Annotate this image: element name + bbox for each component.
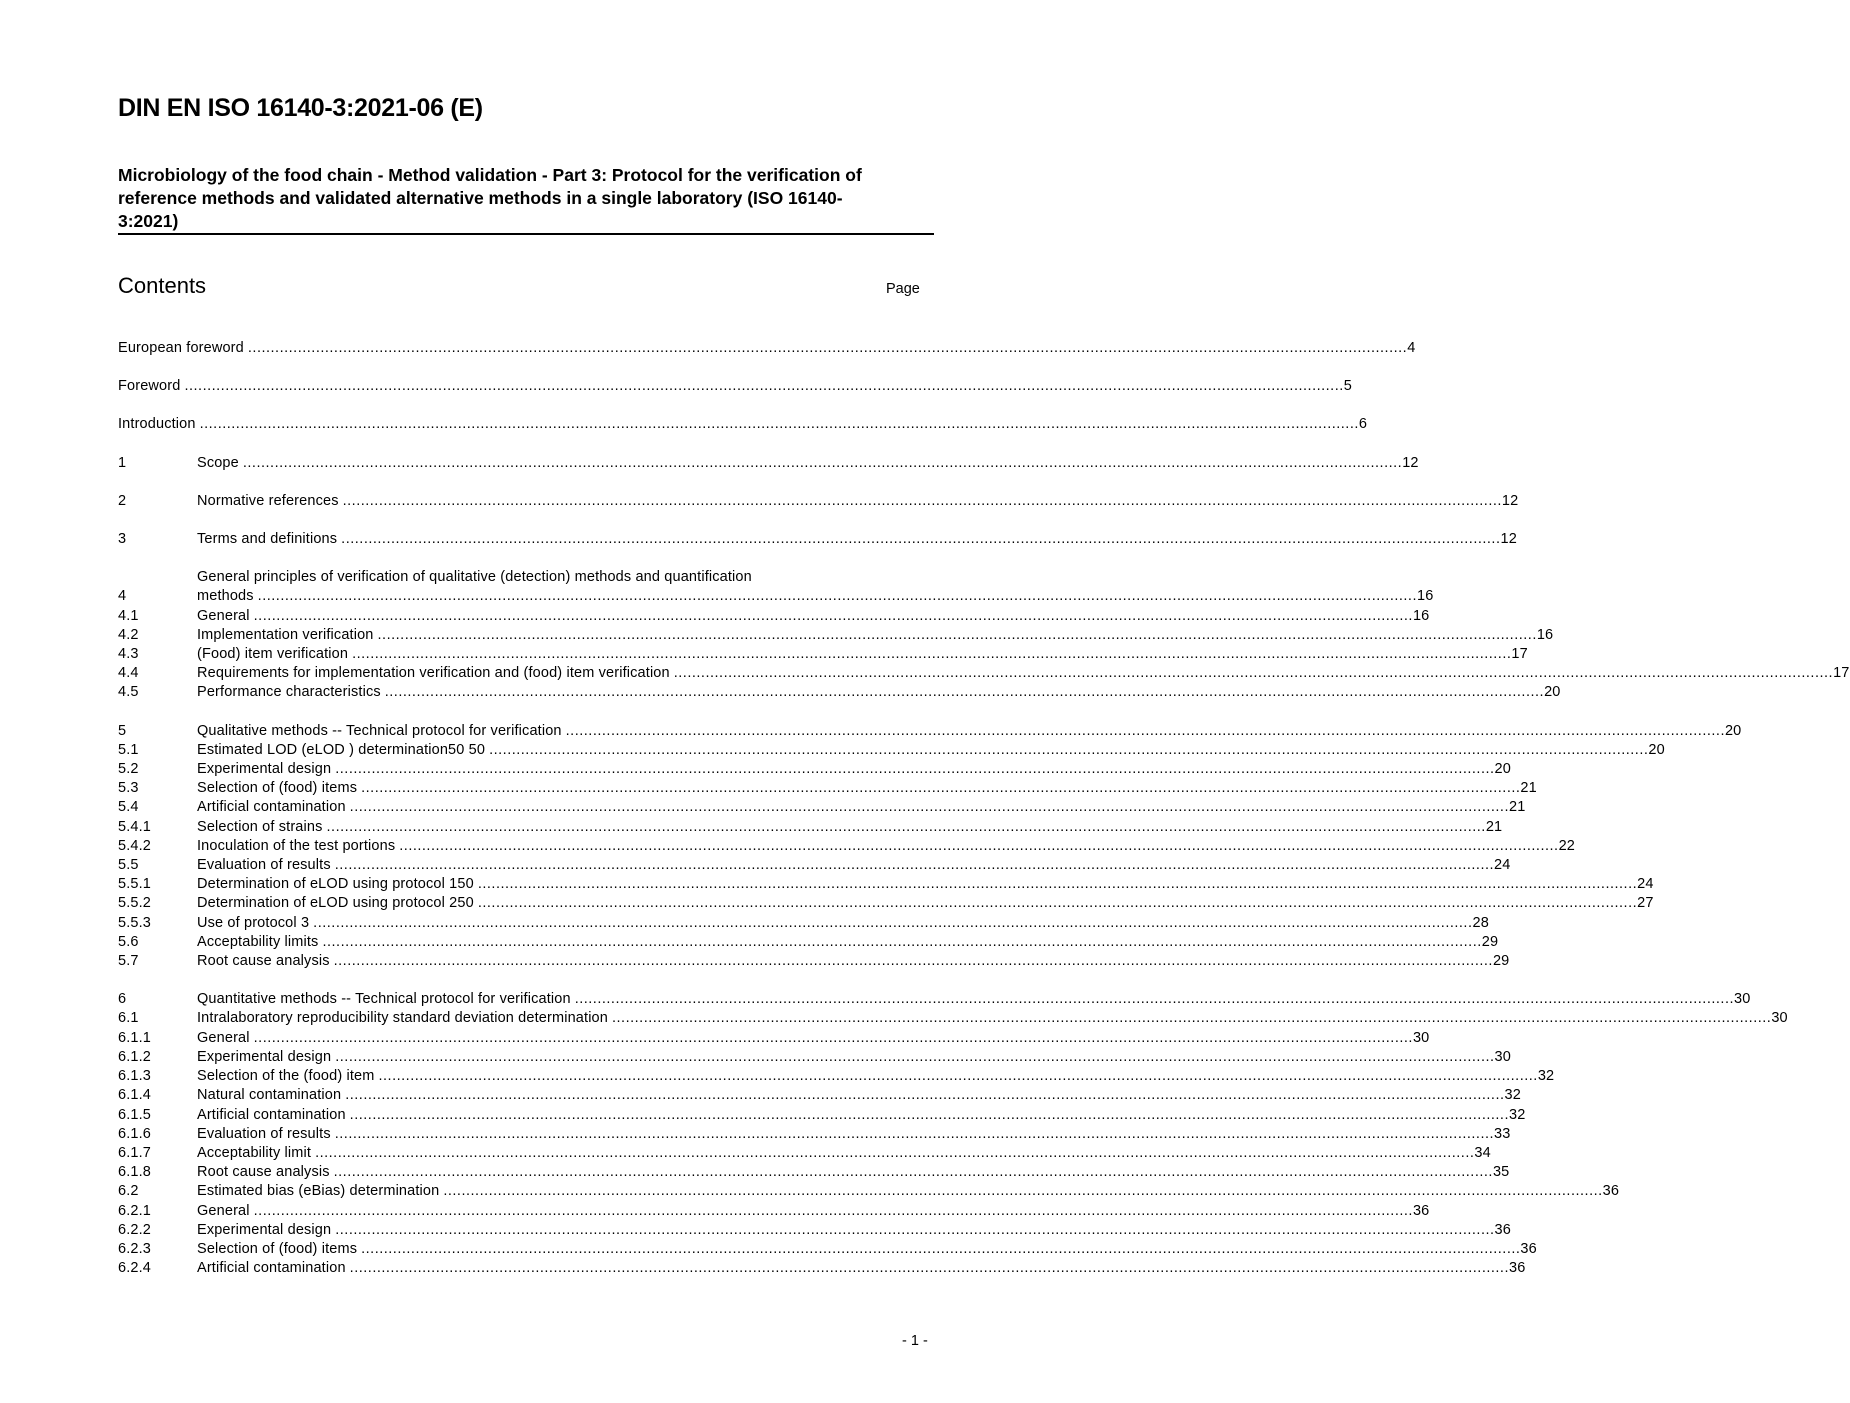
toc-entry-page: 12: [1500, 531, 1517, 548]
toc-entry-label: Experimental design: [197, 1221, 332, 1238]
document-title: DIN EN ISO 16140-3:2021-06 (E): [118, 94, 483, 122]
toc-entry-page: 32: [1504, 1087, 1521, 1104]
toc-leader-dots: [361, 1240, 1520, 1259]
toc-entry-page: 5: [1343, 378, 1352, 395]
toc-entry-page: 21: [1485, 818, 1503, 835]
toc-entry-page: 34: [1474, 1144, 1491, 1161]
toc-entry-number: 5.2: [118, 761, 139, 778]
toc-entry-number: 5.3: [118, 780, 139, 797]
toc-leader-dots: [341, 530, 1500, 549]
toc-entry-label: Selection of (food) items: [197, 1240, 358, 1257]
toc-leader-dots: [350, 1259, 1509, 1278]
toc-entry-page: 30: [1734, 991, 1751, 1008]
toc-entry-page: 33: [1494, 1125, 1511, 1142]
toc-entry-page: 16: [1412, 607, 1430, 624]
toc-entry-page: 22: [1558, 837, 1576, 854]
toc-entry-label: Implementation verification: [197, 626, 374, 643]
toc-entry[interactable]: [118, 722, 1742, 741]
toc-entry[interactable]: [118, 1221, 1511, 1240]
toc-entry[interactable]: [118, 856, 1511, 875]
toc-entry-label: Artificial contamination: [197, 1106, 346, 1123]
toc-entry-page: 20: [1544, 684, 1561, 701]
toc-entry-page: 36: [1412, 1202, 1430, 1219]
toc-entry[interactable]: [118, 1086, 1521, 1105]
toc-leader-dots: [254, 1029, 1413, 1048]
toc-entry-label: Selection of (food) items: [197, 780, 358, 797]
toc-entry-label: Use of protocol 3: [197, 914, 310, 931]
toc-leader-dots: [478, 875, 1637, 894]
toc-leader-dots: [478, 894, 1637, 913]
toc-entry-number: 4.2: [118, 626, 139, 643]
toc-entry-label: General: [197, 607, 250, 624]
toc-entry-label: General principles of verification of qualitative (detection) methods and quantification: [197, 569, 752, 586]
toc-entry[interactable]: [118, 339, 1416, 358]
toc-entry-label: Terms and definitions: [197, 531, 338, 548]
toc-entry-number: 5: [118, 722, 127, 739]
toc-entry-number: 4.3: [118, 646, 139, 663]
toc-entry-label: Determination of eLOD using protocol 150: [197, 876, 474, 893]
toc-entry-page: 30: [1771, 1010, 1788, 1027]
toc-leader-dots: [443, 1182, 1602, 1201]
toc-entry-label-continued: methods: [197, 588, 254, 605]
toc-entry-label: European foreword: [118, 340, 244, 356]
toc-entry-number: 6.1.7: [118, 1144, 151, 1161]
toc-entry-label: Evaluation of results: [197, 1125, 331, 1142]
toc-leader-dots: [489, 741, 1648, 760]
toc-entry-number: 5.4: [118, 799, 139, 816]
toc-entry[interactable]: [118, 492, 1519, 511]
toc-leader-dots: [674, 664, 1833, 683]
toc-leader-dots: [254, 1202, 1413, 1221]
toc-entry-page: 28: [1472, 914, 1489, 931]
toc-entry[interactable]: [118, 914, 1489, 933]
toc-entry-label: Estimated bias (eBias) determination: [197, 1183, 440, 1200]
toc-entry-number: 6.1.1: [118, 1029, 151, 1046]
toc-entry[interactable]: [118, 741, 1665, 760]
toc-entry[interactable]: [118, 1106, 1526, 1125]
toc-entry-page: 29: [1481, 933, 1499, 950]
toc-leader-dots: [343, 492, 1502, 511]
toc-entry-page: 4: [1407, 340, 1416, 356]
footer-page-number: - 1 -: [902, 1333, 928, 1349]
toc-entry-page: 12: [1501, 492, 1519, 509]
toc-entry-number: 3: [118, 531, 127, 548]
toc-leader-dots: [184, 377, 1343, 396]
toc-entry-page: 32: [1508, 1106, 1526, 1123]
toc-entry-number: 5.5.3: [118, 914, 151, 931]
toc-entry-number: 6.2: [118, 1183, 139, 1200]
toc-leader-dots: [379, 1067, 1538, 1086]
toc-entry[interactable]: [118, 1240, 1537, 1259]
toc-entry-page: 36: [1602, 1183, 1620, 1200]
toc-entry-page: 36: [1520, 1240, 1537, 1257]
toc-entry[interactable]: [118, 607, 1430, 626]
title-divider: [118, 233, 934, 235]
toc-entry-page: 35: [1492, 1164, 1510, 1181]
toc-entry[interactable]: [118, 779, 1537, 798]
toc-entry-label: Intralaboratory reproducibility standard deviation determination: [197, 1010, 608, 1027]
toc-entry-page: 30: [1494, 1048, 1511, 1065]
toc-entry-label: Root cause analysis: [197, 953, 330, 970]
toc-entry[interactable]: [118, 760, 1511, 779]
toc-entry-page: 21: [1520, 780, 1537, 797]
toc-entry[interactable]: [118, 952, 1510, 971]
contents-heading: Contents: [118, 273, 207, 298]
toc-entry-page: 21: [1508, 799, 1526, 816]
toc-entry-number: 6.1.8: [118, 1164, 151, 1181]
toc-leader-dots: [378, 626, 1537, 645]
toc-entry-label: Natural contamination: [197, 1087, 342, 1104]
toc-entry-number: 5.5.2: [118, 895, 151, 912]
toc-entry-page: 16: [1536, 626, 1554, 643]
toc-entry-label: Selection of the (food) item: [197, 1068, 375, 1085]
toc-leader-dots: [350, 798, 1509, 817]
toc-entry-number: 5.4.2: [118, 837, 151, 854]
toc-entry[interactable]: [118, 1259, 1526, 1278]
toc-entry[interactable]: [118, 990, 1751, 1009]
toc-entry-label: Introduction: [118, 416, 196, 433]
toc-entry-page: 27: [1637, 895, 1654, 912]
toc-entry[interactable]: [118, 837, 1576, 856]
toc-entry-page: 20: [1648, 741, 1665, 758]
page-column-heading: Page: [886, 281, 920, 297]
toc-entry-label: Root cause analysis: [197, 1164, 330, 1181]
toc-entry-label: Qualitative methods -- Technical protocol for verification: [197, 722, 562, 739]
toc-entry-label: Determination of eLOD using protocol 250: [197, 895, 474, 912]
toc-entry[interactable]: [118, 530, 1517, 549]
toc-entry-number: 6.1: [118, 1010, 139, 1027]
toc-entry[interactable]: [118, 1048, 1511, 1067]
toc-leader-dots: [335, 1125, 1494, 1144]
toc-entry[interactable]: [118, 1009, 1788, 1028]
toc-entry-number: 6: [118, 991, 127, 1008]
toc-leader-dots: [575, 990, 1734, 1009]
toc-leader-dots: [566, 722, 1725, 741]
toc-entry-label: Acceptability limit: [197, 1144, 312, 1161]
toc-leader-dots: [335, 1221, 1494, 1240]
toc-entry-label: (Food) item verification: [197, 646, 349, 663]
toc-entry[interactable]: [118, 415, 1368, 434]
toc-leader-dots: [200, 415, 1359, 434]
toc-entry[interactable]: [118, 894, 1654, 913]
toc-entry-label: General: [197, 1029, 250, 1046]
toc-leader-dots: [399, 837, 1558, 856]
toc-entry[interactable]: [118, 818, 1503, 837]
toc-entry-number: 5.5.1: [118, 876, 151, 893]
toc-entry[interactable]: [118, 1202, 1430, 1221]
table-of-contents: [118, 339, 1850, 1278]
toc-entry-label: Selection of strains: [197, 818, 323, 835]
toc-entry-number: 4: [118, 588, 127, 605]
toc-entry-label: Normative references: [197, 492, 339, 509]
toc-entry-number: 2: [118, 492, 127, 509]
toc-entry[interactable]: [118, 1163, 1510, 1182]
toc-leader-dots: [334, 952, 1493, 971]
toc-entry[interactable]: [118, 1182, 1620, 1201]
toc-entry[interactable]: [118, 683, 1561, 702]
toc-entry-number: 4.5: [118, 684, 139, 701]
toc-leader-dots: [334, 1163, 1493, 1182]
toc-leader-dots: [254, 607, 1413, 626]
toc-entry-page: 36: [1508, 1260, 1526, 1277]
toc-entry-label: Scope: [197, 454, 239, 471]
toc-entry-page: 16: [1416, 588, 1434, 605]
toc-entry-label: Inoculation of the test portions: [197, 837, 396, 854]
toc-entry-label: Artificial contamination: [197, 1260, 346, 1277]
toc-entry-page: 29: [1492, 953, 1510, 970]
toc-entry-number: 6.2.4: [118, 1260, 151, 1277]
toc-entry-label: Experimental design: [197, 1048, 332, 1065]
toc-entry[interactable]: [118, 798, 1526, 817]
toc-entry-page: 17: [1833, 665, 1850, 682]
toc-leader-dots: [361, 779, 1520, 798]
toc-leader-dots: [335, 856, 1494, 875]
toc-entry-number: 5.5: [118, 857, 139, 874]
toc-leader-dots: [315, 1144, 1474, 1163]
toc-entry[interactable]: [118, 664, 1850, 683]
toc-entry-page: 17: [1511, 646, 1528, 663]
toc-entry-page: 30: [1412, 1029, 1430, 1046]
toc-entry-number: 1: [118, 454, 127, 471]
toc-entry-label: Estimated LOD (eLOD ) determination50 50: [197, 741, 486, 758]
toc-entry[interactable]: [118, 1029, 1430, 1048]
document-subtitle: Microbiology of the food chain - Method validation - Part 3: Protocol for the verification of reference methods and validated alternative methods in a single laboratory (ISO 16140-3:2021): [118, 165, 862, 231]
toc-entry-page: 24: [1494, 857, 1511, 874]
toc-entry-label: Foreword: [118, 378, 181, 395]
toc-entry[interactable]: [118, 626, 1554, 645]
toc-entry-number: 5.1: [118, 741, 139, 758]
toc-entry-number: 6.2.2: [118, 1221, 151, 1238]
toc-entry-page: 6: [1358, 416, 1368, 433]
toc-leader-dots: [352, 645, 1511, 664]
toc-leader-dots: [258, 587, 1417, 606]
toc-entry-number: 5.7: [118, 953, 139, 970]
toc-leader-dots: [335, 760, 1494, 779]
toc-entry-label: Evaluation of results: [197, 857, 331, 874]
toc-entry-label: Performance characteristics: [197, 684, 381, 701]
toc-leader-dots: [350, 1106, 1509, 1125]
toc-entry-page: 24: [1637, 876, 1654, 893]
toc-entry-page: 20: [1494, 761, 1511, 778]
toc-leader-dots: [335, 1048, 1494, 1067]
toc-entry-label: Artificial contamination: [197, 799, 346, 816]
toc-leader-dots: [385, 683, 1544, 702]
toc-leader-dots: [313, 914, 1472, 933]
toc-entry-label: Acceptability limits: [197, 933, 319, 950]
toc-entry[interactable]: [118, 933, 1499, 952]
toc-entry[interactable]: [118, 568, 1434, 606]
toc-entry[interactable]: [118, 645, 1528, 664]
toc-entry-number: 5.4.1: [118, 818, 151, 835]
toc-entry-number: 6.2.1: [118, 1202, 151, 1219]
toc-entry-page: 36: [1494, 1221, 1511, 1238]
toc-entry-number: 6.1.3: [118, 1068, 151, 1085]
toc-leader-dots: [248, 339, 1407, 358]
toc-entry-number: 5.6: [118, 933, 139, 950]
toc-entry[interactable]: [118, 377, 1352, 396]
toc-leader-dots: [243, 454, 1402, 473]
toc-leader-dots: [327, 818, 1486, 837]
toc-entry[interactable]: [118, 1144, 1491, 1163]
toc-entry-number: 6.1.2: [118, 1048, 151, 1065]
toc-entry-page: 32: [1537, 1068, 1555, 1085]
toc-entry-label: Experimental design: [197, 761, 332, 778]
toc-entry-page: 20: [1724, 722, 1742, 739]
toc-leader-dots: [612, 1009, 1771, 1028]
toc-entry[interactable]: [118, 1067, 1555, 1086]
toc-entry-number: 6.1.5: [118, 1106, 151, 1123]
toc-entry[interactable]: [118, 875, 1654, 894]
toc-entry-label: General: [197, 1202, 250, 1219]
toc-entry-number: 4.1: [118, 607, 139, 624]
toc-entry-label: Requirements for implementation verification and (food) item verification: [197, 665, 670, 682]
toc-entry-label: Quantitative methods -- Technical protocol for verification: [197, 991, 571, 1008]
toc-entry-number: 6.2.3: [118, 1240, 151, 1257]
toc-entry-number: 6.1.4: [118, 1087, 151, 1104]
toc-entry-number: 6.1.6: [118, 1125, 151, 1142]
toc-entry-number: 4.4: [118, 665, 139, 682]
toc-entry[interactable]: [118, 1125, 1511, 1144]
toc-leader-dots: [345, 1086, 1504, 1105]
toc-leader-dots: [322, 933, 1481, 952]
toc-entry-page: 12: [1402, 454, 1419, 471]
toc-entry[interactable]: [118, 454, 1419, 473]
